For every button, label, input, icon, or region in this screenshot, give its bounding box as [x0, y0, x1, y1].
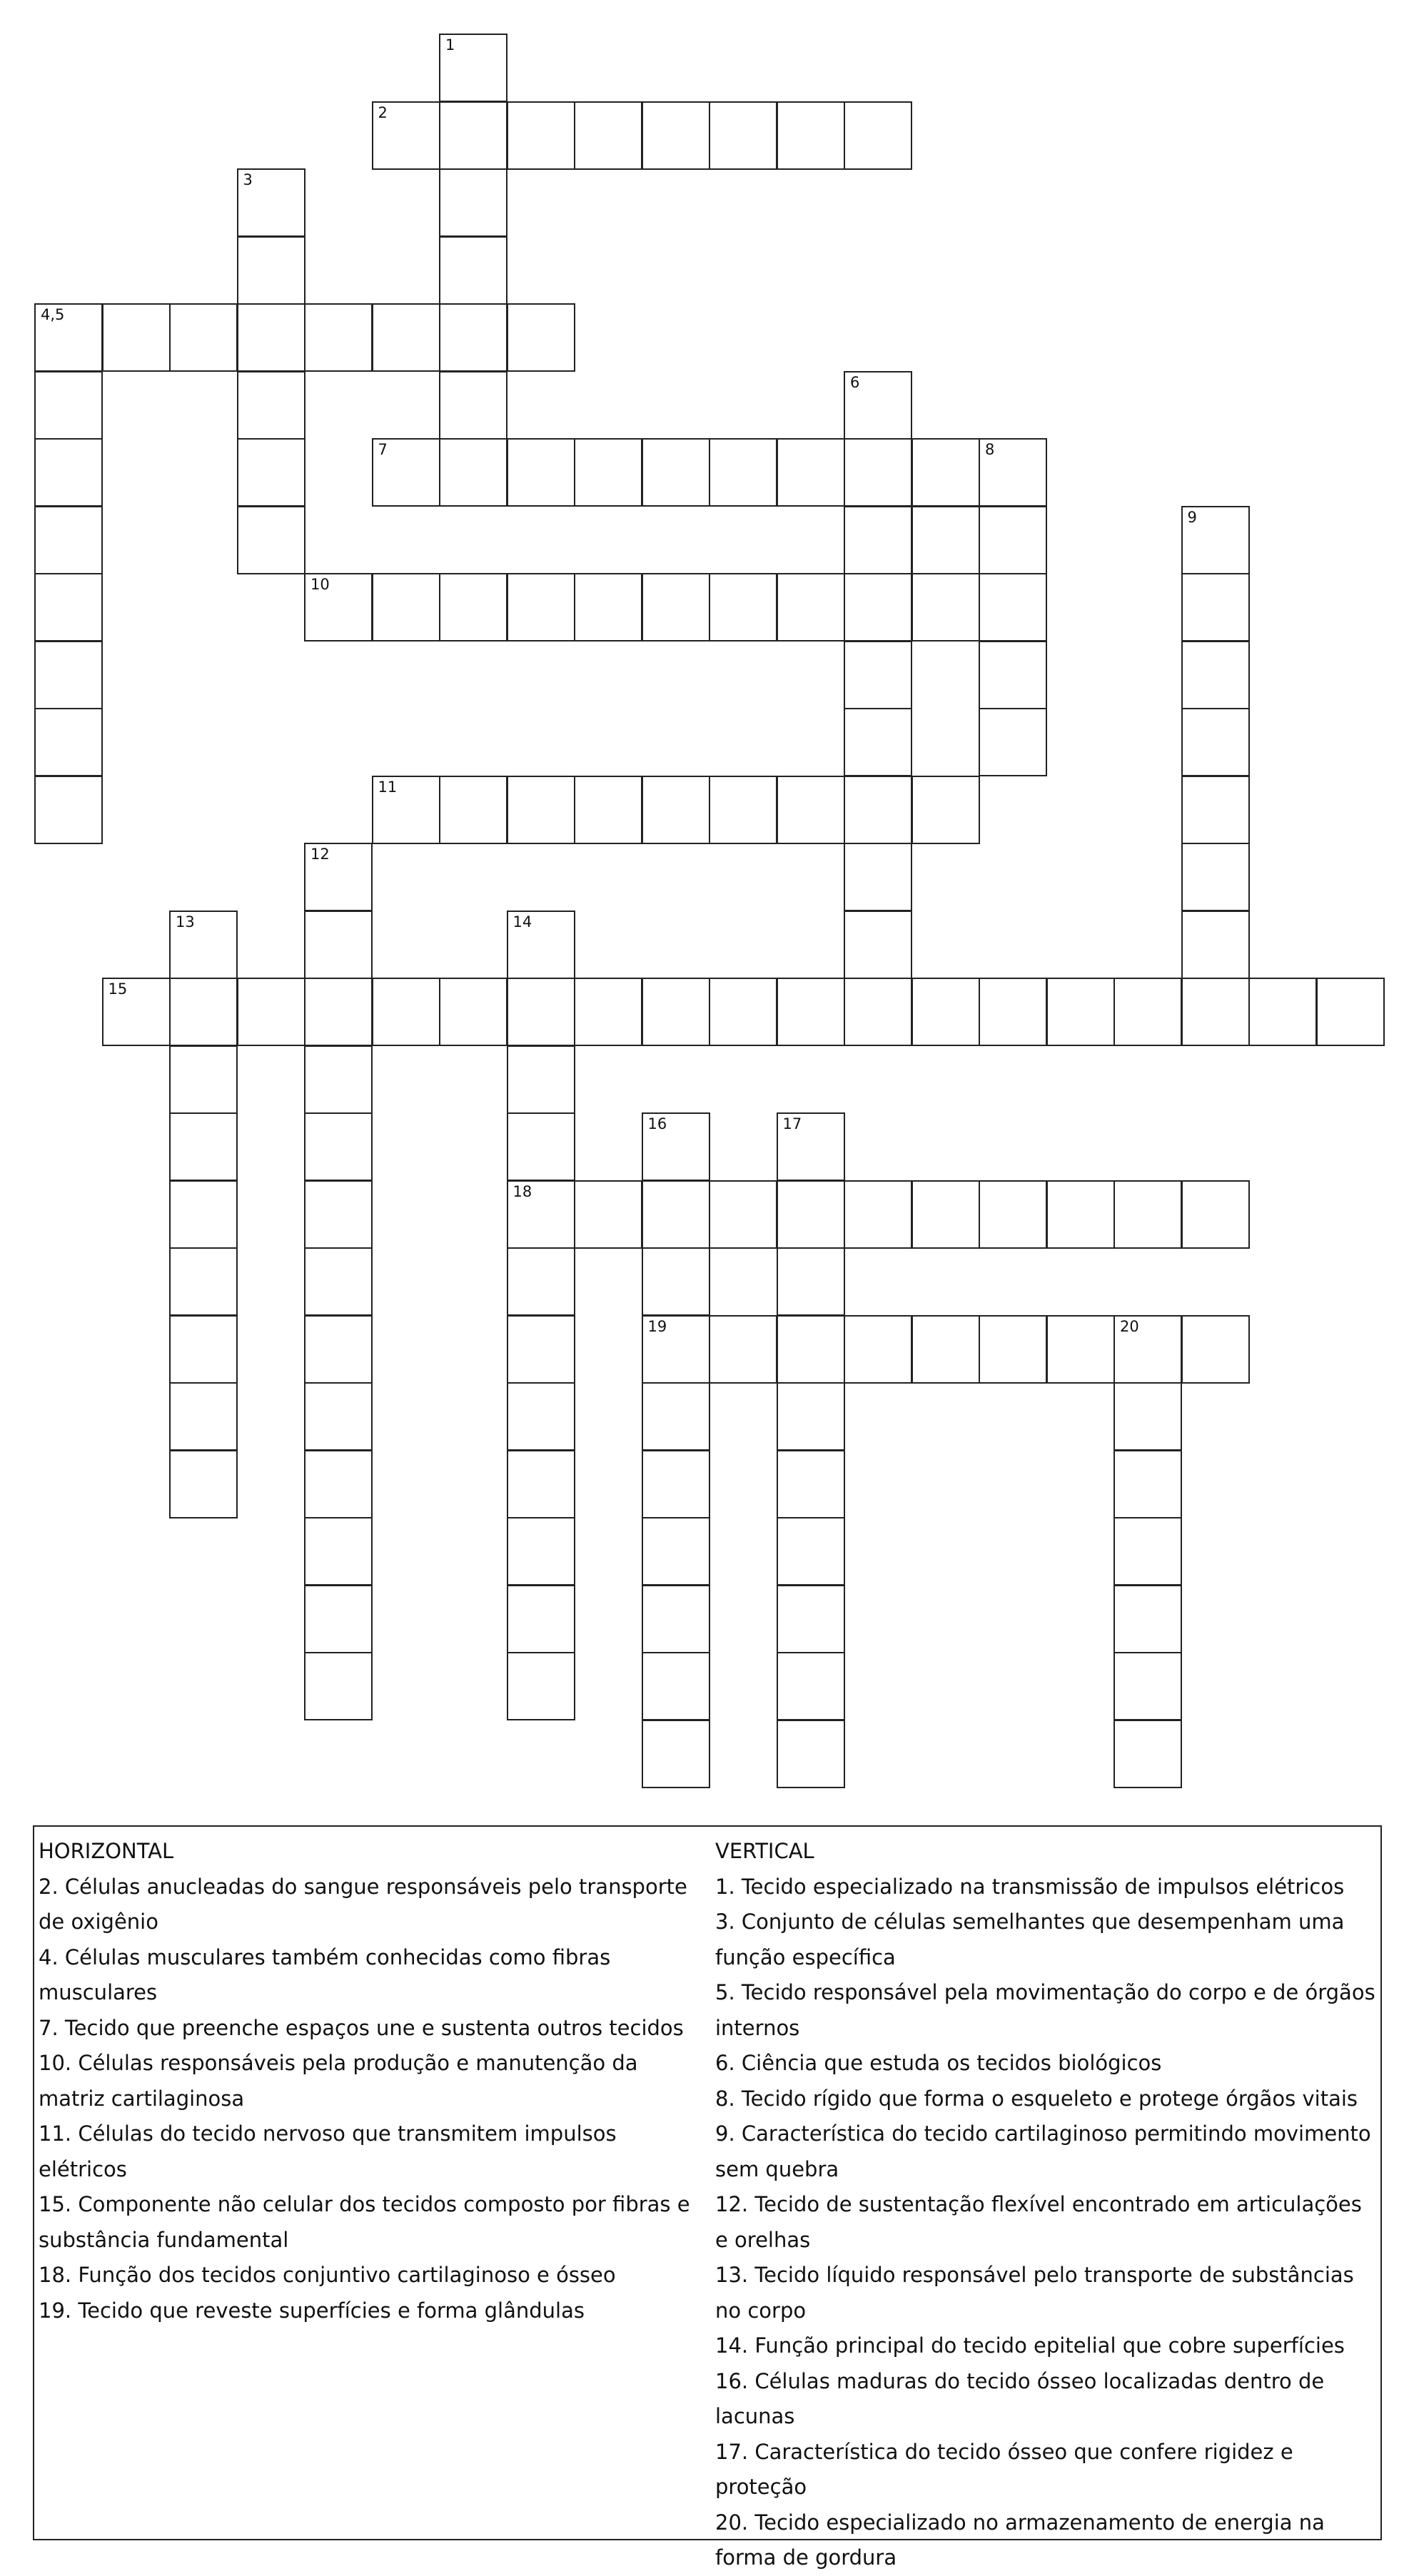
- grid-cell[interactable]: [844, 506, 912, 574]
- grid-cell[interactable]: [439, 168, 507, 237]
- grid-cell[interactable]: [979, 708, 1047, 776]
- grid-cell[interactable]: [304, 573, 373, 642]
- grid-cell[interactable]: [1181, 978, 1250, 1046]
- grid-cell[interactable]: [777, 1585, 845, 1653]
- grid-cell[interactable]: [911, 1315, 980, 1384]
- clue-number: 13: [176, 913, 195, 930]
- grid-cell[interactable]: [304, 303, 373, 372]
- grid-cell[interactable]: [169, 1450, 238, 1518]
- grid-cell[interactable]: [304, 1045, 373, 1114]
- grid-cell[interactable]: [777, 978, 845, 1046]
- clue-across-4: 4. Células musculares também conhecidas como fibras musculares: [39, 1944, 611, 2004]
- grid-cell[interactable]: [709, 101, 777, 170]
- grid-cell[interactable]: [439, 438, 507, 507]
- grid-cell[interactable]: [102, 978, 171, 1046]
- grid-cell[interactable]: [844, 101, 912, 170]
- grid-cell[interactable]: [911, 506, 980, 574]
- grid-cell[interactable]: [844, 641, 912, 709]
- clue-down-8: 8. Tecido rígido que forma o esqueleto e protege órgãos vitais: [715, 2086, 1358, 2111]
- grid-cell[interactable]: [844, 1180, 912, 1249]
- grid-cell[interactable]: [979, 1315, 1047, 1384]
- grid-cell[interactable]: [372, 573, 440, 642]
- grid-cell[interactable]: [844, 1315, 912, 1384]
- grid-cell[interactable]: [1113, 1450, 1182, 1518]
- grid-cell[interactable]: [642, 1652, 710, 1720]
- grid-cell[interactable]: [844, 776, 912, 844]
- grid-cell[interactable]: [979, 1180, 1047, 1249]
- grid-cell[interactable]: [1316, 978, 1385, 1046]
- grid-cell[interactable]: [169, 1045, 238, 1114]
- grid-cell[interactable]: [777, 1450, 845, 1518]
- grid-cell[interactable]: [911, 438, 980, 507]
- clue-number: 1: [445, 36, 455, 54]
- grid-cell[interactable]: [1181, 1180, 1250, 1249]
- grid-cell[interactable]: [1181, 641, 1250, 709]
- grid-cell[interactable]: [304, 1382, 373, 1451]
- clue-number: 10: [310, 576, 330, 593]
- grid-cell[interactable]: [237, 506, 305, 574]
- grid-cell[interactable]: [777, 1382, 845, 1451]
- grid-cell[interactable]: [777, 1652, 845, 1720]
- grid-cell[interactable]: [844, 978, 912, 1046]
- clue-across-7: 7. Tecido que preenche espaços une e sustenta outros tecidos: [39, 2015, 684, 2040]
- grid-cell[interactable]: [709, 1180, 777, 1249]
- horizontal-clues: [39, 1834, 702, 2328]
- grid-cell[interactable]: [574, 776, 642, 844]
- grid-cell[interactable]: [237, 438, 305, 507]
- grid-cell[interactable]: [439, 371, 507, 440]
- grid-cell[interactable]: [642, 1720, 710, 1788]
- clue-number: 2: [378, 103, 388, 121]
- grid-cell[interactable]: [844, 573, 912, 642]
- grid-cell[interactable]: [574, 438, 642, 507]
- grid-cell[interactable]: [237, 978, 305, 1046]
- grid-cell[interactable]: [1113, 1720, 1182, 1788]
- clue-down-3: 3. Conjunto de células semelhantes que desempenham uma função específica: [715, 1910, 1345, 1969]
- clue-number: 16: [647, 1115, 667, 1132]
- grid-cell[interactable]: [844, 708, 912, 776]
- grid-cell[interactable]: [1248, 978, 1317, 1046]
- grid-cell[interactable]: [642, 776, 710, 844]
- grid-cell[interactable]: [1113, 1517, 1182, 1586]
- clue-number: 8: [985, 441, 995, 458]
- grid-cell[interactable]: [642, 1315, 710, 1384]
- grid-cell[interactable]: [34, 708, 103, 776]
- clue-across-18: 18. Função dos tecidos conjuntivo cartilaginoso e ósseo: [39, 2263, 616, 2287]
- grid-cell[interactable]: [169, 303, 238, 372]
- grid-cell[interactable]: [304, 911, 373, 979]
- grid-cell[interactable]: [507, 1652, 575, 1720]
- clue-down-1: 1. Tecido especializado na transmissão de impulsos elétricos: [715, 1874, 1345, 1899]
- grid-cell[interactable]: [1113, 1382, 1182, 1451]
- grid-cell[interactable]: [1113, 978, 1182, 1046]
- grid-cell[interactable]: [507, 1517, 575, 1586]
- grid-cell[interactable]: [507, 101, 575, 170]
- grid-cell[interactable]: [844, 438, 912, 507]
- grid-cell[interactable]: [979, 573, 1047, 642]
- grid-cell[interactable]: [169, 978, 238, 1046]
- grid-cell[interactable]: [372, 101, 440, 170]
- grid-cell[interactable]: [304, 1247, 373, 1316]
- clues-box: [33, 1825, 1382, 2570]
- grid-cell[interactable]: [237, 371, 305, 440]
- grid-cell[interactable]: [642, 573, 710, 642]
- grid-cell[interactable]: [844, 843, 912, 911]
- grid-cell[interactable]: [777, 573, 845, 642]
- grid-cell[interactable]: [911, 978, 980, 1046]
- grid-cell[interactable]: [169, 1315, 238, 1384]
- grid-cell[interactable]: [574, 101, 642, 170]
- clue-number: 19: [647, 1317, 667, 1335]
- clue-across-11: 11. Células do tecido nervoso que transmitem impulsos elétricos: [39, 2121, 617, 2181]
- clue-down-16: 16. Células maduras do tecido ósseo localizadas dentro de lacunas: [715, 2368, 1325, 2428]
- grid-cell[interactable]: [439, 573, 507, 642]
- clue-number: 20: [1120, 1317, 1139, 1335]
- clue-number: 15: [108, 980, 128, 998]
- vertical-heading: VERTICAL: [715, 1839, 814, 1863]
- grid-cell[interactable]: [439, 236, 507, 305]
- clue-across-2: 2. Células anucleadas do sangue responsáveis pelo transporte de oxigênio: [39, 1874, 687, 1934]
- grid-cell[interactable]: [574, 573, 642, 642]
- grid-cell[interactable]: [844, 911, 912, 979]
- grid-cell[interactable]: [1181, 843, 1250, 911]
- clue-number: 4,5: [41, 306, 65, 323]
- grid-cell[interactable]: [507, 1585, 575, 1653]
- grid-cell[interactable]: [507, 1112, 575, 1181]
- clue-number: 6: [850, 373, 860, 391]
- clue-down-12: 12. Tecido de sustentação flexível encontrado em articulações e orelhas: [715, 2192, 1362, 2252]
- grid-cell[interactable]: [777, 1180, 845, 1249]
- grid-cell[interactable]: [304, 1180, 373, 1249]
- grid-cell[interactable]: [507, 1045, 575, 1114]
- grid-cell[interactable]: [372, 776, 440, 844]
- grid-cell[interactable]: [169, 911, 238, 979]
- grid-cell[interactable]: [304, 978, 373, 1046]
- grid-cell[interactable]: [1181, 1315, 1250, 1384]
- grid-cell[interactable]: [102, 303, 171, 372]
- grid-cell[interactable]: [169, 1247, 238, 1316]
- grid-cell[interactable]: [439, 776, 507, 844]
- grid-cell[interactable]: [304, 1112, 373, 1181]
- grid-cell[interactable]: [507, 1450, 575, 1518]
- grid-cell[interactable]: [304, 843, 373, 911]
- grid-cell[interactable]: [777, 1517, 845, 1586]
- grid-cell[interactable]: [777, 101, 845, 170]
- grid-cell[interactable]: [237, 303, 305, 372]
- grid-cell[interactable]: [372, 978, 440, 1046]
- grid-cell[interactable]: [642, 1517, 710, 1586]
- clue-down-17: 17. Característica do tecido ósseo que confere rigidez e proteção: [715, 2439, 1293, 2499]
- clue-across-10: 10. Células responsáveis pela produção e manutenção da matriz cartilaginosa: [39, 2051, 638, 2111]
- grid-cell[interactable]: [507, 573, 575, 642]
- grid-cell[interactable]: [1181, 911, 1250, 979]
- grid-cell[interactable]: [709, 573, 777, 642]
- clue-down-20: 20. Tecido especializado no armazenamento de energia na forma de gordura: [715, 2510, 1325, 2570]
- grid-cell[interactable]: [507, 1382, 575, 1451]
- grid-cell[interactable]: [304, 1450, 373, 1518]
- grid-cell[interactable]: [1181, 506, 1250, 574]
- grid-cell[interactable]: [642, 1112, 710, 1181]
- grid-cell[interactable]: [439, 34, 507, 102]
- clue-down-5: 5. Tecido responsável pela movimentação do corpo e de órgãos internos: [715, 1980, 1375, 2040]
- grid-cell[interactable]: [1113, 1315, 1182, 1384]
- grid-cell[interactable]: [304, 1585, 373, 1653]
- grid-cell[interactable]: [642, 1585, 710, 1653]
- clue-number: 11: [378, 778, 398, 796]
- clue-down-9: 9. Característica do tecido cartilaginoso permitindo movimento sem quebra: [715, 2121, 1371, 2181]
- clue-across-19: 19. Tecido que reveste superfícies e forma glândulas: [39, 2298, 585, 2323]
- grid-cell[interactable]: [304, 1517, 373, 1586]
- grid-cell[interactable]: [507, 1247, 575, 1316]
- grid-cell[interactable]: [1046, 978, 1115, 1046]
- grid-cell[interactable]: [507, 911, 575, 979]
- clue-number: 9: [1187, 508, 1197, 526]
- clue-number: 17: [782, 1115, 802, 1132]
- grid-cell[interactable]: [642, 1450, 710, 1518]
- grid-cell[interactable]: [1181, 708, 1250, 776]
- grid-cell[interactable]: [777, 776, 845, 844]
- grid-cell[interactable]: [507, 776, 575, 844]
- grid-cell[interactable]: [642, 1247, 710, 1316]
- grid-cell[interactable]: [844, 371, 912, 440]
- grid-cell[interactable]: [372, 303, 440, 372]
- grid-cell[interactable]: [777, 1112, 845, 1181]
- grid-cell[interactable]: [237, 236, 305, 305]
- clue-down-14: 14. Função principal do tecido epitelial que cobre superfícies: [715, 2333, 1345, 2358]
- grid-cell[interactable]: [642, 101, 710, 170]
- grid-cell[interactable]: [169, 1382, 238, 1451]
- grid-cell[interactable]: [34, 506, 103, 574]
- clue-down-6: 6. Ciência que estuda os tecidos biológicos: [715, 2051, 1162, 2075]
- grid-cell[interactable]: [911, 573, 980, 642]
- grid-cell[interactable]: [911, 1180, 980, 1249]
- grid-cell[interactable]: [777, 438, 845, 507]
- grid-cell[interactable]: [169, 1112, 238, 1181]
- grid-cell[interactable]: [777, 1315, 845, 1384]
- grid-cell[interactable]: [642, 1382, 710, 1451]
- grid-cell[interactable]: [777, 1247, 845, 1316]
- grid-cell[interactable]: [507, 978, 575, 1046]
- grid-cell[interactable]: [642, 1180, 710, 1249]
- grid-cell[interactable]: [439, 303, 507, 372]
- clue-number: 7: [378, 441, 388, 458]
- grid-cell[interactable]: [574, 1180, 642, 1249]
- grid-cell[interactable]: [1181, 776, 1250, 844]
- grid-cell[interactable]: [507, 1180, 575, 1249]
- clue-number: 18: [512, 1182, 532, 1200]
- grid-cell[interactable]: [1046, 1315, 1115, 1384]
- grid-cell[interactable]: [507, 303, 575, 372]
- grid-cell[interactable]: [304, 1652, 373, 1720]
- grid-cell[interactable]: [979, 438, 1047, 507]
- grid-cell[interactable]: [1113, 1652, 1182, 1720]
- grid-cell[interactable]: [1181, 573, 1250, 642]
- grid-cell[interactable]: [507, 1315, 575, 1384]
- grid-cell[interactable]: [979, 506, 1047, 574]
- grid-cell[interactable]: [34, 573, 103, 642]
- clue-down-13: 13. Tecido líquido responsável pelo transporte de substâncias no corpo: [715, 2263, 1354, 2323]
- clue-number: 12: [310, 846, 330, 863]
- grid-cell[interactable]: [439, 978, 507, 1046]
- grid-cell[interactable]: [169, 1180, 238, 1249]
- grid-cell[interactable]: [304, 1315, 373, 1384]
- grid-cell[interactable]: [709, 438, 777, 507]
- grid-cell[interactable]: [979, 641, 1047, 709]
- grid-cell[interactable]: [34, 303, 103, 372]
- grid-cell[interactable]: [1113, 1585, 1182, 1653]
- grid-cell[interactable]: [34, 438, 103, 507]
- grid-cell[interactable]: [777, 1720, 845, 1788]
- grid-cell[interactable]: [642, 978, 710, 1046]
- grid-cell[interactable]: [237, 168, 305, 237]
- grid-cell[interactable]: [34, 371, 103, 440]
- grid-cell[interactable]: [709, 776, 777, 844]
- grid-cell[interactable]: [574, 978, 642, 1046]
- grid-cell[interactable]: [1113, 1180, 1182, 1249]
- clue-across-15: 15. Componente não celular dos tecidos composto por fibras e substância fundamental: [39, 2192, 690, 2252]
- grid-cell[interactable]: [439, 101, 507, 170]
- grid-cell[interactable]: [709, 978, 777, 1046]
- grid-cell[interactable]: [979, 978, 1047, 1046]
- grid-cell[interactable]: [34, 641, 103, 709]
- grid-cell[interactable]: [642, 438, 710, 507]
- grid-cell[interactable]: [1046, 1180, 1115, 1249]
- horizontal-heading: HORIZONTAL: [39, 1839, 174, 1863]
- grid-cell[interactable]: [709, 1315, 777, 1384]
- clue-number: 14: [512, 913, 532, 930]
- vertical-clues: [715, 1834, 1375, 2576]
- grid-cell[interactable]: [34, 776, 103, 844]
- clue-number: 3: [243, 171, 253, 188]
- grid-cell[interactable]: [507, 438, 575, 507]
- grid-cell[interactable]: [911, 776, 980, 844]
- grid-cell[interactable]: [372, 438, 440, 507]
